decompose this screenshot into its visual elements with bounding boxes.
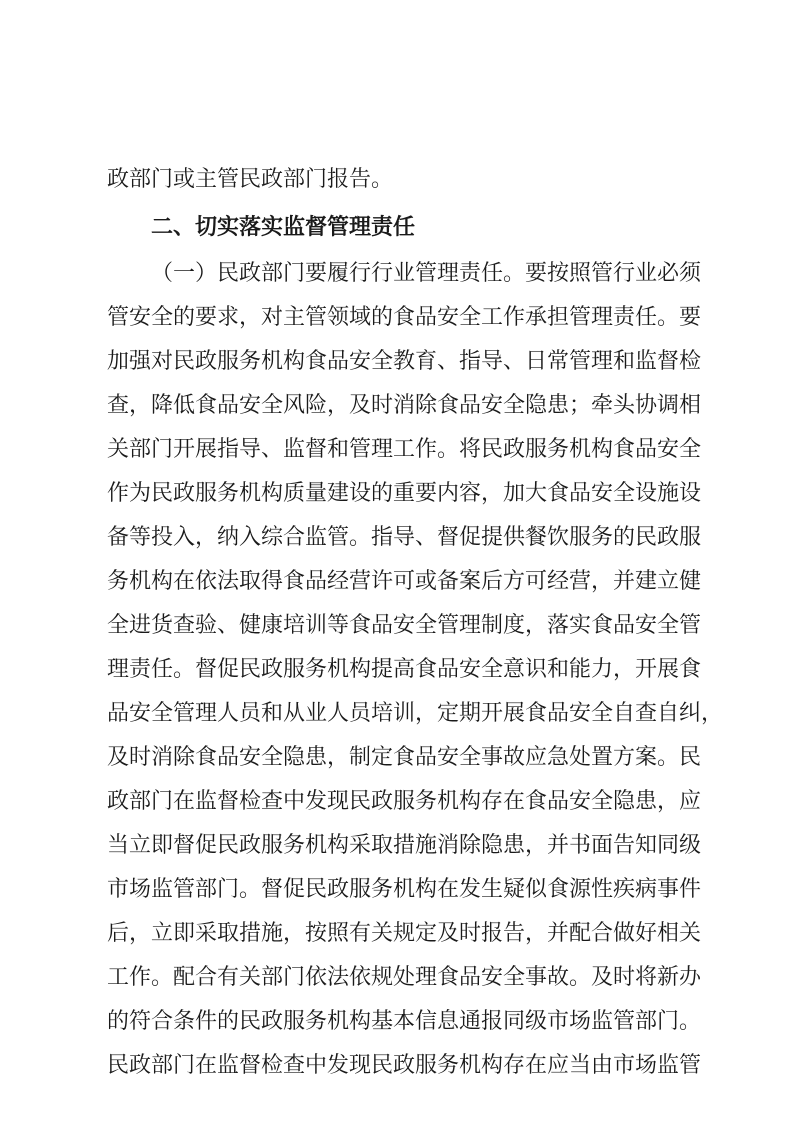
paragraph-line: 加强对民政服务机构食品安全教育、指导、日常管理和监督检 bbox=[107, 349, 702, 374]
paragraph-line: 政部门在监督检查中发现民政服务机构存在食品安全隐患，应 bbox=[107, 789, 702, 814]
paragraph-line: 关部门开展指导、监督和管理工作。将民政服务机构食品安全 bbox=[107, 437, 702, 462]
paragraph-line: 作为民政服务机构质量建设的重要内容，加大食品安全设施设 bbox=[107, 481, 702, 506]
carryover-line: 政部门或主管民政部门报告。 bbox=[107, 167, 394, 192]
paragraph-line: 管安全的要求，对主管领域的食品安全工作承担管理责任。要 bbox=[107, 305, 702, 330]
paragraph-line: （一）民政部门要履行行业管理责任。要按照管行业必须 bbox=[151, 261, 702, 286]
paragraph-line: 民政部门在监督检查中发现民政服务机构存在应当由市场监管 bbox=[107, 1053, 702, 1078]
paragraph-line: 查，降低食品安全风险，及时消除食品安全隐患；牵头协调相 bbox=[107, 393, 702, 418]
paragraph-line: 市场监管部门。督促民政服务机构在发生疑似食源性疾病事件 bbox=[107, 877, 702, 902]
paragraph-line: 及时消除食品安全隐患，制定食品安全事故应急处置方案。民 bbox=[107, 745, 702, 770]
paragraph-line: 后，立即采取措施，按照有关规定及时报告，并配合做好相关 bbox=[107, 921, 702, 946]
paragraph-line: 理责任。督促民政服务机构提高食品安全意识和能力，开展食 bbox=[107, 657, 702, 682]
section-heading: 二、切实落实监督管理责任 bbox=[151, 215, 416, 240]
paragraph-line: 的符合条件的民政服务机构基本信息通报同级市场监管部门。 bbox=[107, 1009, 702, 1034]
paragraph-line: 备等投入，纳入综合监管。指导、督促提供餐饮服务的民政服 bbox=[107, 525, 702, 550]
paragraph-line: 务机构在依法取得食品经营许可或备案后方可经营，并建立健 bbox=[107, 569, 702, 594]
paragraph-line: 工作。配合有关部门依法依规处理食品安全事故。及时将新办 bbox=[107, 965, 702, 990]
paragraph-line: 品安全管理人员和从业人员培训，定期开展食品安全自查自纠， bbox=[107, 701, 724, 726]
paragraph-line: 当立即督促民政服务机构采取措施消除隐患，并书面告知同级 bbox=[107, 833, 702, 858]
paragraph-line: 全进货查验、健康培训等食品安全管理制度，落实食品安全管 bbox=[107, 613, 702, 638]
